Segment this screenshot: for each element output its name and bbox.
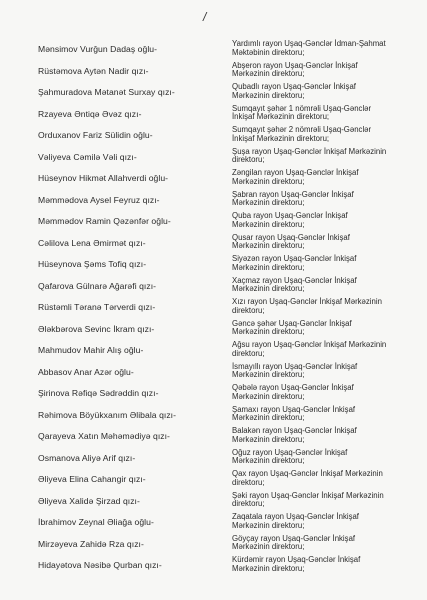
position-title bbox=[232, 513, 417, 530]
appointment-list bbox=[38, 40, 418, 578]
position-title bbox=[232, 470, 417, 487]
position-line: direktoru; bbox=[232, 305, 265, 315]
position-line: Mərkəzinin direktoru; bbox=[232, 563, 305, 573]
position-title bbox=[232, 169, 417, 186]
position-line: İnkişaf Mərkəzinin direktoru; bbox=[232, 133, 330, 143]
person-name: Rüstəmova Aytən Nadir qızı- bbox=[38, 65, 149, 76]
list-item bbox=[38, 556, 418, 578]
position-line: Quba rayon Uşaq-Gənclər İnkişaf bbox=[232, 211, 348, 220]
list-item bbox=[38, 234, 418, 256]
position-line: Kürdəmir rayon Uşaq-Gənclər İnkişaf bbox=[232, 555, 361, 564]
list-item bbox=[38, 492, 418, 514]
person-name: Cəlilova Lena Əmirmət qızı- bbox=[38, 237, 146, 248]
page-mark: / bbox=[203, 10, 207, 24]
position-title bbox=[232, 212, 417, 229]
position-line: Mərkəzinin direktoru; bbox=[232, 90, 305, 100]
list-item bbox=[38, 406, 418, 428]
person-name: İbrahimov Zeynal Əliağa oğlu- bbox=[38, 517, 154, 527]
position-line: Mərkəzinin direktoru; bbox=[232, 391, 305, 401]
position-title bbox=[232, 62, 417, 79]
position-title bbox=[232, 298, 417, 315]
person-name: Rzayeva Əntiqə Əvəz qızı- bbox=[38, 108, 142, 119]
position-line: İnkişaf Mərkəzinin direktoru; bbox=[232, 112, 330, 122]
position-line: Oğuz rayon Uşaq-Gənclər İnkişaf bbox=[232, 447, 348, 457]
position-line: Zaqatala rayon Uşaq-Gənclər İnkişaf bbox=[232, 512, 359, 521]
position-line: Şuşa rayon Uşaq-Gənclər İnkişaf Mərkəzinin bbox=[232, 146, 387, 156]
position-line: Mərkəzinin direktoru; bbox=[232, 413, 305, 423]
person-name: Rüstəmli Təranə Tərverdi qızı- bbox=[38, 302, 156, 312]
position-line: Gəncə şəhər Uşaq-Gənclər İnkişaf bbox=[232, 318, 352, 328]
position-title bbox=[232, 83, 417, 100]
list-item bbox=[38, 427, 418, 449]
list-item bbox=[38, 535, 418, 557]
list-item bbox=[38, 449, 418, 471]
position-line: Mərkəzinin direktoru; bbox=[232, 542, 305, 552]
list-item bbox=[38, 40, 418, 62]
list-item bbox=[38, 105, 418, 127]
position-title bbox=[232, 406, 417, 423]
position-line: Qax rayon Uşaq-Gənclər İnkişaf Mərkəzinin bbox=[232, 469, 383, 478]
position-line: Qubadlı rayon Uşaq-Gənclər İnkişaf bbox=[232, 82, 356, 91]
list-item bbox=[38, 470, 418, 492]
person-name: Məmmədova Aysel Feyruz qızı- bbox=[38, 194, 160, 205]
position-line: Qəbələ rayon Uşaq-Gənclər İnkişaf bbox=[232, 383, 354, 392]
position-line: Mərkəzinin direktoru; bbox=[232, 198, 305, 208]
person-name: Şirinova Rəfiqə Sədrəddin qızı- bbox=[38, 388, 159, 398]
position-line: Şəki rayon Uşaq-Gənclər İnkişaf Mərkəzinin bbox=[232, 490, 384, 500]
position-line: Mərkəzinin direktoru; bbox=[232, 69, 305, 79]
position-title bbox=[232, 492, 417, 509]
list-item bbox=[38, 83, 418, 105]
position-line: Göyçay rayon Uşaq-Gənclər İnkişaf bbox=[232, 533, 356, 543]
position-line: Xaçmaz rayon Uşaq-Gənclər İnkişaf bbox=[232, 275, 357, 285]
person-name: Osmanova Aliyə Arif qızı- bbox=[38, 452, 136, 463]
position-line: Mərkəzinin direktoru; bbox=[232, 176, 305, 186]
position-line: Mərkəzinin direktoru; bbox=[232, 456, 305, 466]
position-line: Ağsu rayon Uşaq-Gənclər İnkişaf Mərkəzinin bbox=[232, 340, 387, 349]
position-title bbox=[232, 363, 417, 380]
person-name: Mirzəyeva Zahidə Rza qızı- bbox=[38, 538, 144, 549]
position-line: Xızı rayon Uşaq-Gənclər İnkişaf Mərkəzinin bbox=[232, 297, 382, 306]
person-name: Qafarova Gülnarə Ağarəfi qızı- bbox=[38, 280, 157, 291]
person-name: Məmmədov Ramin Qəzənfər oğlu- bbox=[38, 216, 171, 226]
position-line: Mərkəzinin direktoru; bbox=[232, 219, 305, 229]
person-name: Abbasov Anar Azər oğlu- bbox=[38, 366, 134, 377]
list-item bbox=[38, 62, 418, 84]
person-name: Əliyeva Elina Cahangir qızı- bbox=[38, 474, 146, 484]
position-title bbox=[232, 384, 417, 401]
person-name: Rəhimova Böyükxanım Əlibala qızı- bbox=[38, 409, 177, 420]
position-line: direktoru; bbox=[232, 348, 265, 358]
position-line: direktoru; bbox=[232, 499, 265, 509]
position-title bbox=[232, 148, 417, 165]
person-name: Qarayeva Xatın Məhəmədiyə qızı- bbox=[38, 431, 170, 441]
position-line: Zəngilan rayon Uşaq-Gənclər İnkişaf bbox=[232, 168, 359, 177]
list-item bbox=[38, 169, 418, 191]
position-line: Mərkəzinin direktoru; bbox=[232, 327, 305, 337]
position-line: Mərkəzinin direktoru; bbox=[232, 520, 305, 530]
position-line: Yardımlı rayon Uşaq-Gənclər İdman-Şahmat bbox=[232, 39, 386, 48]
person-name: Hüseynov Hikmət Allahverdi oğlu- bbox=[38, 173, 169, 183]
list-item bbox=[38, 212, 418, 234]
person-name: Şahmuradova Mətanət Surxay qızı- bbox=[38, 87, 175, 97]
position-title bbox=[232, 126, 417, 143]
person-name: Vəliyeva Cəmilə Vəli qızı- bbox=[38, 151, 137, 162]
position-line: Qusar rayon Uşaq-Gənclər İnkişaf bbox=[232, 232, 350, 242]
position-title bbox=[232, 105, 417, 122]
position-title bbox=[232, 191, 417, 208]
position-line: Mərkəzinin direktoru; bbox=[232, 262, 305, 272]
position-title bbox=[232, 535, 417, 552]
list-item bbox=[38, 513, 418, 535]
position-line: Balakən rayon Uşaq-Gənclər İnkişaf bbox=[232, 426, 357, 435]
position-title bbox=[232, 234, 417, 251]
position-title bbox=[232, 556, 417, 573]
position-title bbox=[232, 449, 417, 466]
list-item bbox=[38, 298, 418, 320]
list-item bbox=[38, 255, 418, 277]
position-line: Məktəbinin direktoru; bbox=[232, 47, 305, 57]
position-line: Mərkəzinin direktoru; bbox=[232, 241, 305, 251]
person-name: Hüseynova Şəms Tofiq qızı- bbox=[38, 259, 147, 269]
position-line: Mərkəzinin direktoru; bbox=[232, 370, 305, 380]
person-name: Mahmudov Mahir Alış oğlu- bbox=[38, 345, 144, 355]
position-line: Mərkəzinin direktoru; bbox=[232, 434, 305, 444]
position-title bbox=[232, 427, 417, 444]
position-line: İsmayıllı rayon Uşaq-Gənclər İnkişaf bbox=[232, 361, 358, 371]
position-line: Sumqayıt şəhər 1 nömrəli Uşaq-Gənclər bbox=[232, 103, 372, 113]
position-title bbox=[232, 341, 417, 358]
list-item bbox=[38, 384, 418, 406]
list-item bbox=[38, 148, 418, 170]
list-item bbox=[38, 277, 418, 299]
person-name: Əliyeva Xalidə Şirzad qızı- bbox=[38, 495, 140, 506]
position-line: direktoru; bbox=[232, 477, 265, 487]
person-name: Hidayətova Nəsibə Qurban qızı- bbox=[38, 560, 162, 570]
position-title bbox=[232, 277, 417, 294]
list-item bbox=[38, 191, 418, 213]
position-line: Siyəzən rayon Uşaq-Gənclər İnkişaf bbox=[232, 254, 357, 263]
person-name: Ələkbərova Sevinc İkram qızı- bbox=[38, 323, 155, 334]
position-line: Şamaxı rayon Uşaq-Gənclər İnkişaf bbox=[232, 404, 356, 414]
person-name: Orduxanov Fariz Sülidin oğlu- bbox=[38, 130, 153, 140]
position-line: Sumqayıt şəhər 2 nömrəli Uşaq-Gənclər bbox=[232, 125, 372, 134]
position-title bbox=[232, 320, 417, 337]
list-item bbox=[38, 363, 418, 385]
list-item bbox=[38, 126, 418, 148]
position-line: Şabran rayon Uşaq-Gənclər İnkişaf bbox=[232, 189, 354, 199]
position-line: direktoru; bbox=[232, 155, 265, 165]
list-item bbox=[38, 320, 418, 342]
list-item bbox=[38, 341, 418, 363]
position-title bbox=[232, 40, 417, 57]
person-name: Mənsimov Vurğun Dadaş oğlu- bbox=[38, 44, 158, 54]
position-line: Abşeron rayon Uşaq-Gənclər İnkişaf bbox=[232, 60, 358, 70]
position-title bbox=[232, 255, 417, 272]
position-line: Mərkəzinin direktoru; bbox=[232, 284, 305, 294]
